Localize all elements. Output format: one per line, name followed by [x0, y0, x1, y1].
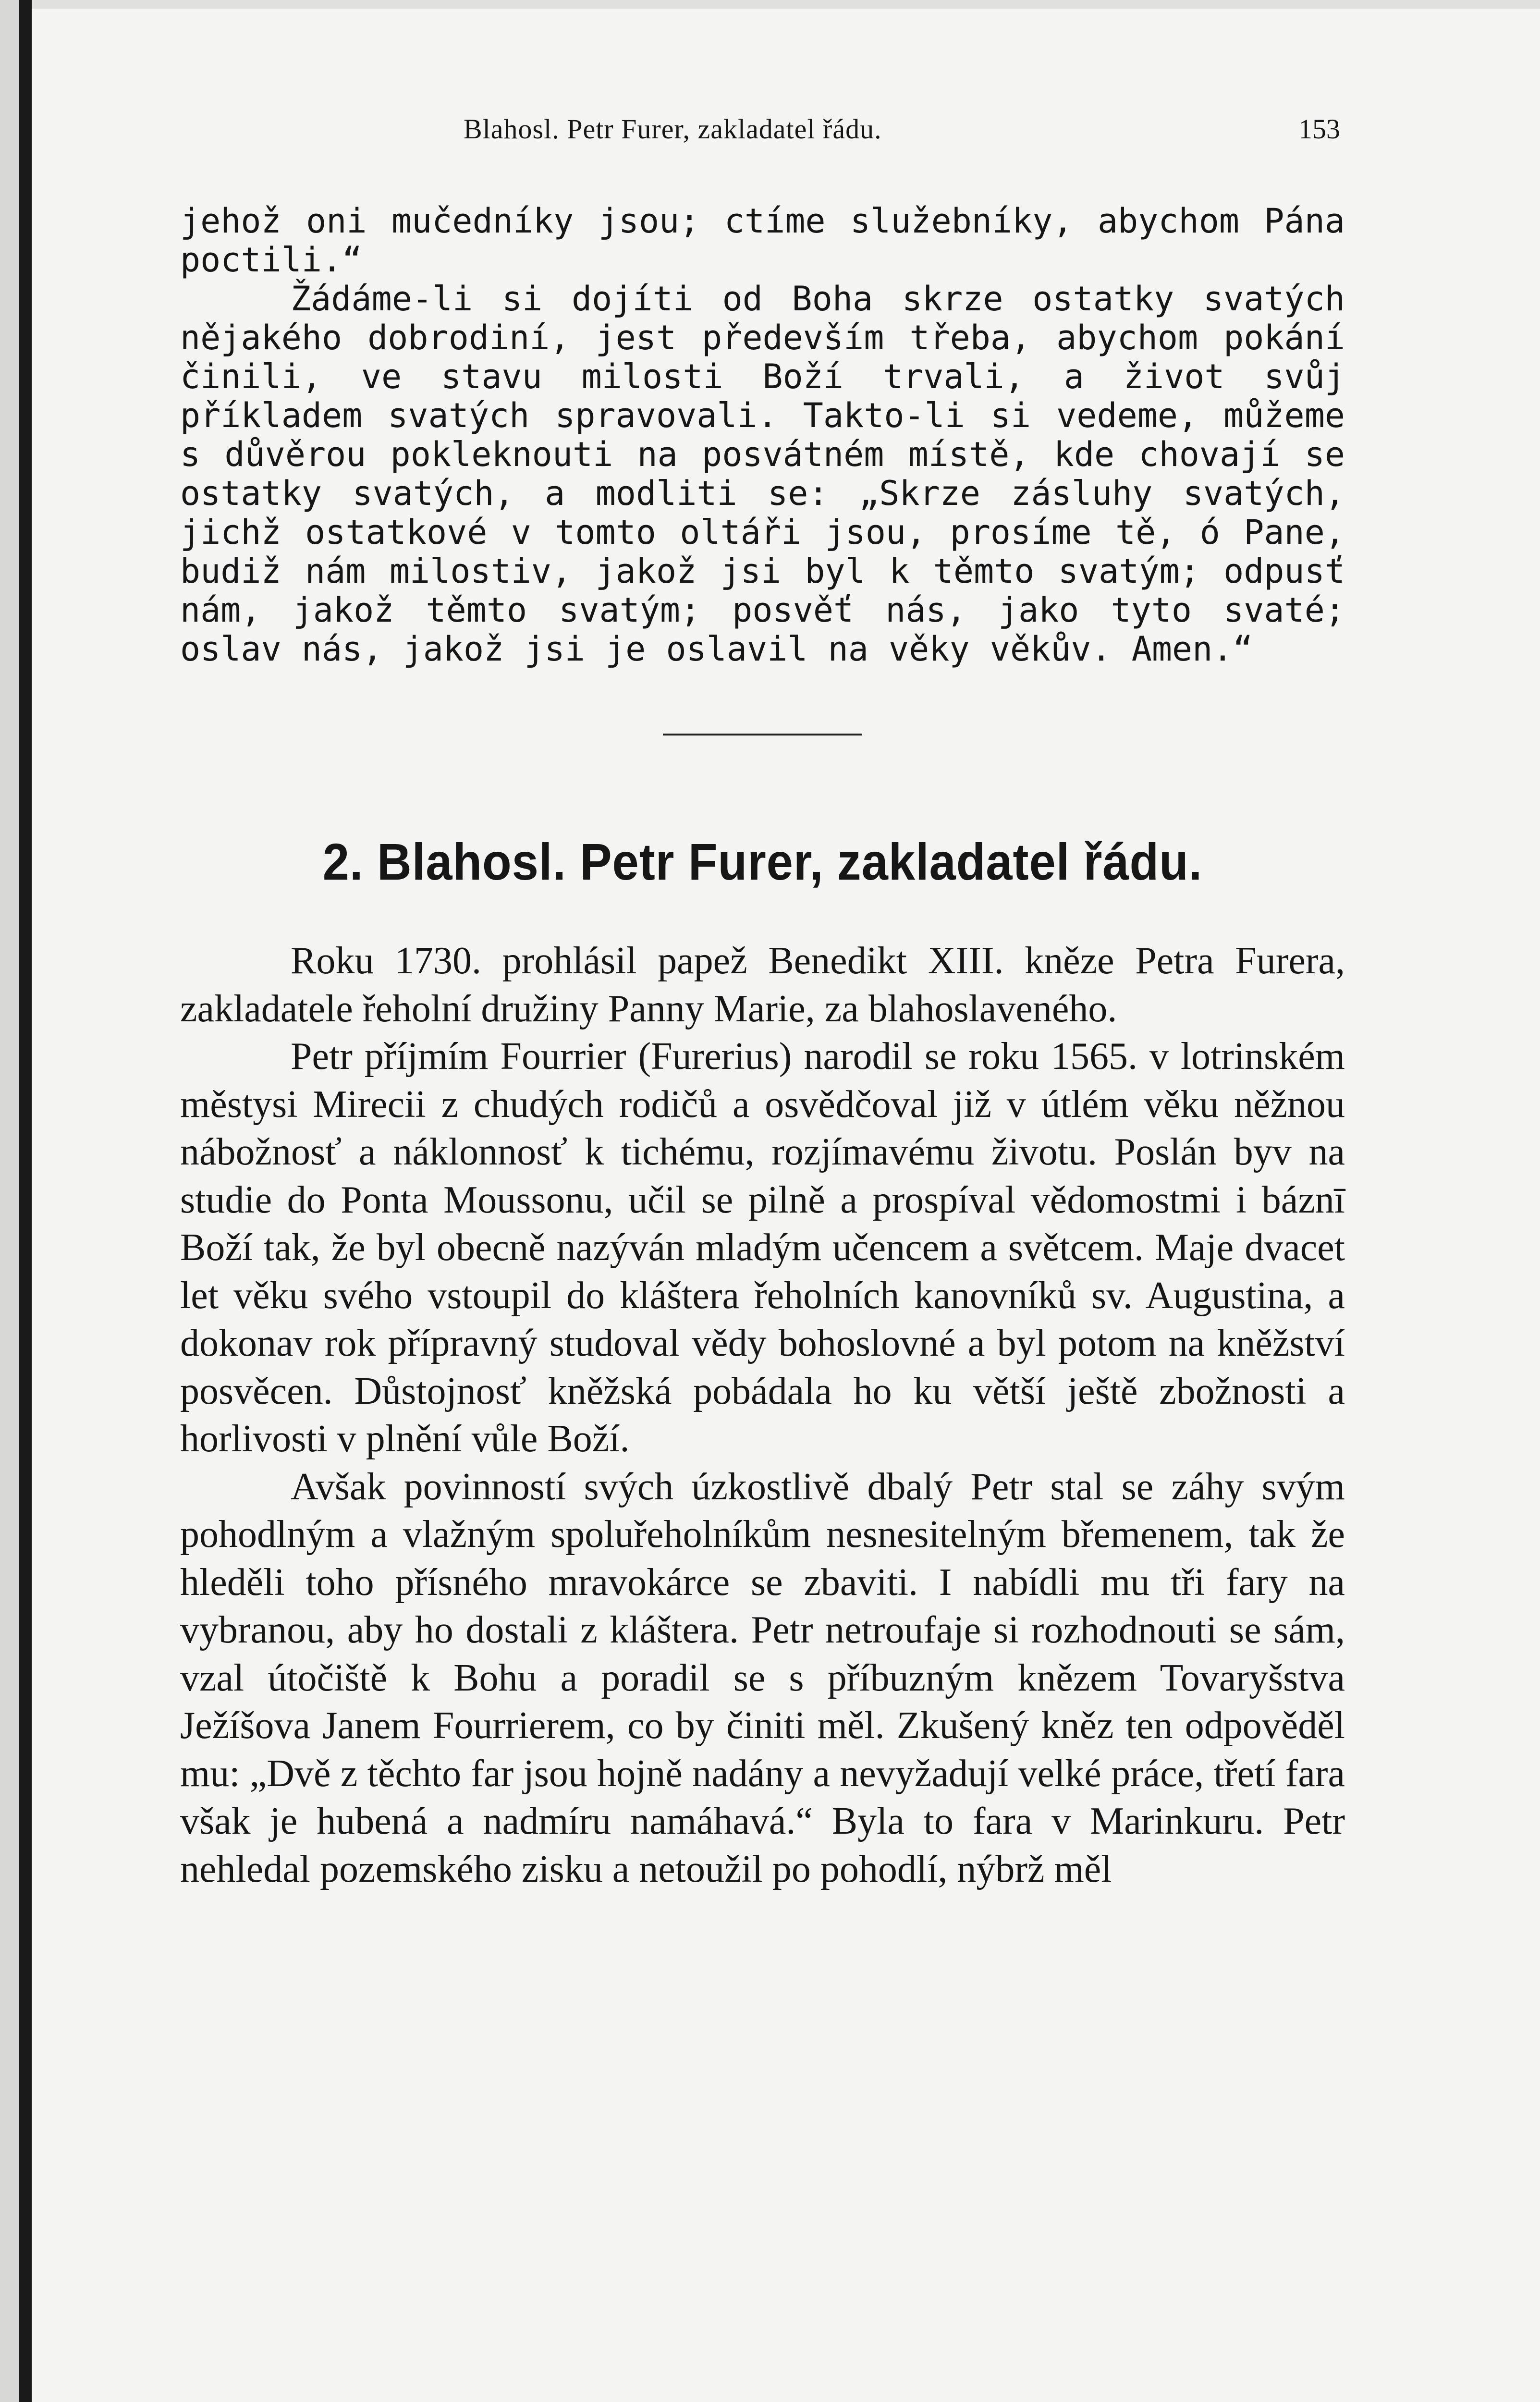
book-binding-edge — [19, 0, 32, 2402]
paragraph: Petr příjmím Fourrier (Furerius) narodil se roku 1565. v lotrinském městysi Mirecii z chudých rodičů a osvědčoval již v útlém věku něžnou nábožnosť a náklonnosť k tichému, rozjímavému životu. Poslán byv na studie do Ponta Moussonu, učil se pilně a prospíval vědomostmi i báznī Boží tak, že byl obecně nazýván mladým učencem a světcem. Maje dvacet let věku svého vstoupil do kláštera řeholních kanovníků sv. Augustina, a dokonav rok přípravný studoval vědy bohoslovné a byl potom na kněžství posvěcen. Důstojnosť kněžská pobádala ho ku větší ještě zbožnosti a horlivosti v plnění vůle Boží. — [180, 1035, 1345, 1460]
scan-binding-shadow — [0, 0, 19, 2402]
paragraph: Žádáme-li si dojíti od Boha skrze ostatky svatých nějakého dobrodiní, jest především třeba, abychom pokání činili, ve stavu milosti Boží trvali, a život svůj příkladem svatých spravovali. Takto-li si vedeme, můžeme s důvěrou pokleknouti na posvátném místě, kde chovají se ostatky svatých, a modliti se: „Skrze zásluhy svatých, jichž ostatkové v tomto oltáři jsou, prosíme tě, ó Pane, budiž nám milostiv, jakož jsi byl k těmto svatým; odpusť nám, jakož těmto svatým; posvěť nás, jako tyto svaté; oslav nás, jakož jsi je oslavil na věky věkův. Amen.“ — [180, 279, 1345, 669]
book-page — [180, 113, 1345, 1893]
scan-top-edge — [0, 0, 1540, 9]
section-heading: 2. Blahosl. Petr Furer, zakladatel řádu. — [322, 833, 1203, 891]
page-number: 153 — [1298, 113, 1340, 145]
paragraph: Roku 1730. prohlásil papež Benedikt XIII. kněze Petra Furera, zakladatele řeholní družiny Panny Marie, za blahoslaveného. — [180, 940, 1345, 1030]
paragraph: Avšak povinností svých úzkostlivě dbalý Petr stal se záhy svým pohodlným a vlažným spoluřeholníkům nesnesitelným břemenem, tak že hleděli toho přísného mravokárce se zbaviti. I nabídli mu tři fary na vybranou, aby ho dostali z kláštera. Petr netroufaje si rozhodnouti se sám, vzal útočiště k Bohu a poradil se s příbuzným knězem Tovaryšstva Ježíšova Janem Fourrierem, co by činiti měl. Zkušený kněz ten odpověděl mu: „Dvě z těchto far jsou hojně nadány a nevyžadují velké práce, třetí fara však je hubená a nadmíru namáhavá.“ Byla to fara v Marinkuru. Petr nehledal pozemského zisku a netoužil po pohodlí, nýbrž měl — [180, 1465, 1345, 1890]
previous-article-text — [180, 202, 1345, 669]
running-head — [180, 113, 1345, 156]
section-divider — [663, 734, 862, 735]
running-title: Blahosl. Petr Furer, zakladatel řádu. — [464, 113, 882, 145]
paragraph: jehož oni mučedníky jsou; ctíme služebníky, abychom Pána poctili.“ — [180, 201, 1345, 280]
article-text — [180, 937, 1345, 1893]
